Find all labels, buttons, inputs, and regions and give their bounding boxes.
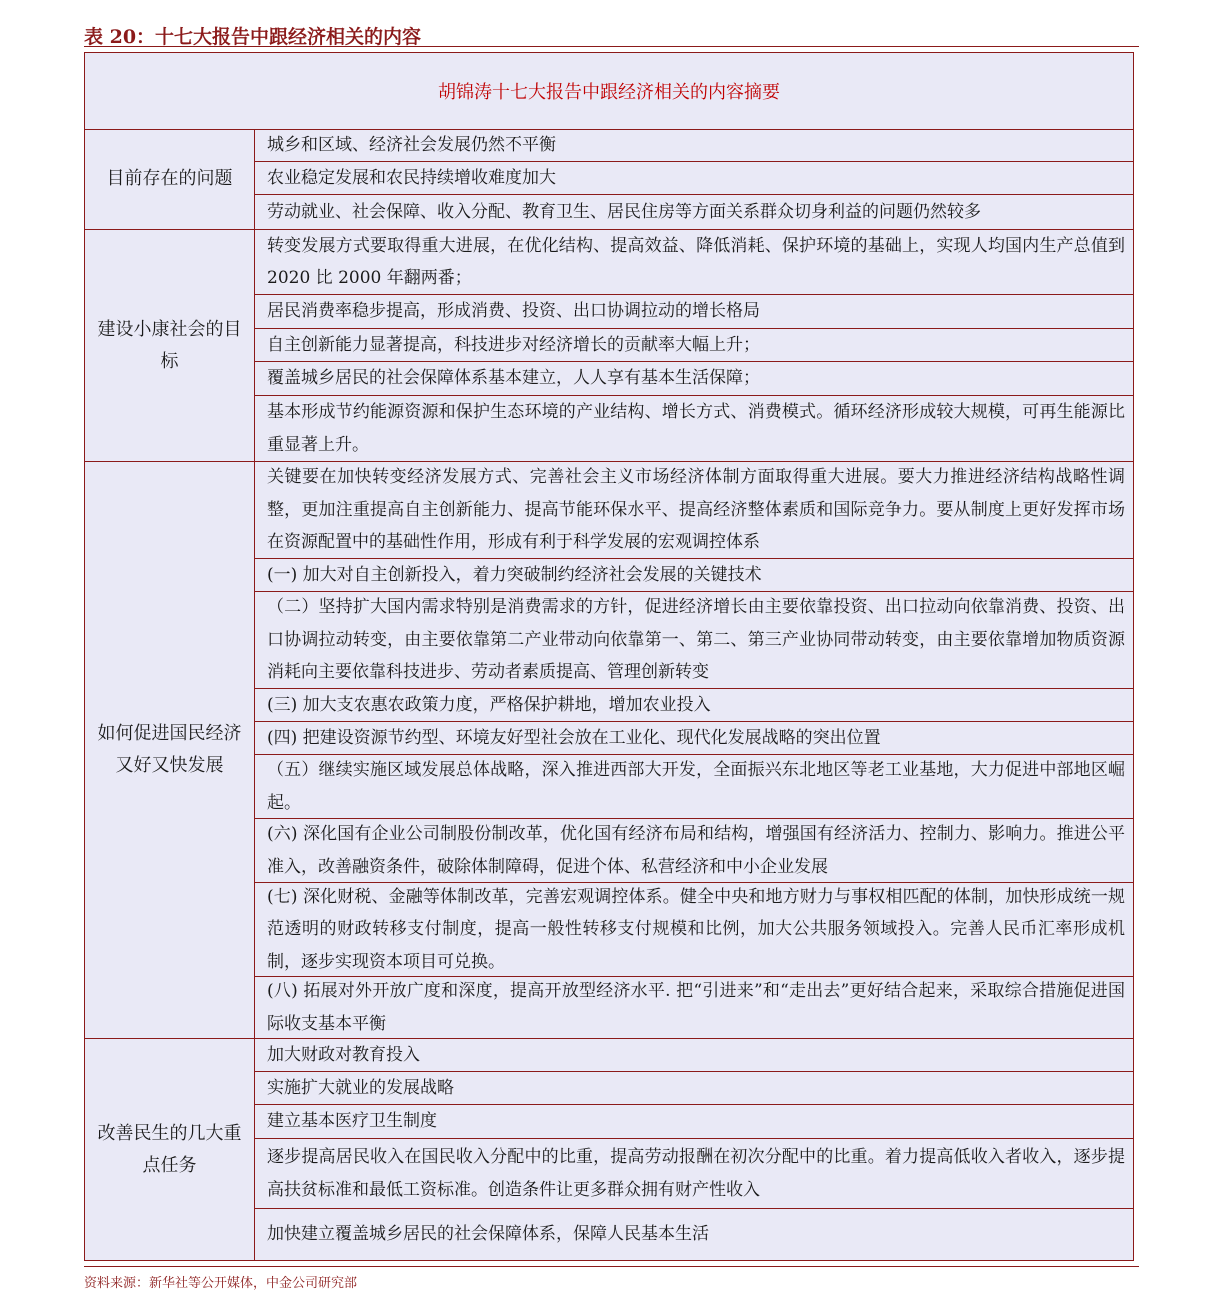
source-note: 资料来源：新华社等公开媒体，中金公司研究部	[84, 1276, 358, 1291]
table-cell: (七) 深化财税、金融等体制改革，完善宏观调控体系。健全中央和地方财力与事权相匹配的体制，加快形成统一规范透明的财政转移支付制度，提高一般性转移支付规模和比例，加大公共服务领域投入。完善人民币汇率形成机制，逐步实现资本项目可兑换。	[255, 883, 1133, 977]
table-cell: 城乡和区域、经济社会发展仍然不平衡	[255, 129, 1133, 162]
table-cell: 实施扩大就业的发展战略	[255, 1072, 1133, 1105]
table-cell: 转变发展方式要取得重大进展，在优化结构、提高效益、降低消耗、保护环境的基础上，实现人均国内生产总值到 2020 比 2000 年翻两番；	[255, 230, 1133, 295]
table-cell: （二）坚持扩大国内需求特别是消费需求的方针，促进经济增长由主要依靠投资、出口拉动向依靠消费、投资、出口协调拉动转变，由主要依靠第二产业带动向依靠第一、第二、第三产业协同带动转变，由主要依靠增加物质资源消耗向主要依靠科技进步、劳动者素质提高、管理创新转变	[255, 592, 1133, 689]
table-cell: 加快建立覆盖城乡居民的社会保障体系，保障人民基本生活	[267, 1224, 709, 1245]
table-cell: 农业稳定发展和农民持续增收难度加大	[255, 162, 1133, 195]
table-cell: 加大财政对教育投入	[255, 1039, 1133, 1072]
table-cell: (一) 加大对自主创新投入，着力突破制约经济社会发展的关键技术	[255, 559, 1133, 592]
caption-divider	[84, 46, 1139, 47]
table-cell: 自主创新能力显著提高，科技进步对经济增长的贡献率大幅上升；	[255, 329, 1133, 362]
table-caption: 表 20：十七大报告中跟经济相关的内容	[84, 26, 422, 48]
table-header: 胡锦涛十七大报告中跟经济相关的内容摘要	[85, 53, 1133, 130]
table-cell: 逐步提高居民收入在国民收入分配中的比重，提高劳动报酬在初次分配中的比重。着力提高低收入者收入，逐步提高扶贫标准和最低工资标准。创造条件让更多群众拥有财产性收入	[255, 1139, 1133, 1209]
table-cell: 基本形成节约能源资源和保护生态环境的产业结构、增长方式、消费模式。循环经济形成较大规模，可再生能源比重显著上升。	[255, 396, 1133, 462]
footer-divider	[84, 1266, 1139, 1267]
row-label-livelihood-tasks: 改善民生的几大重点任务	[85, 1039, 255, 1260]
table-cell: 居民消费率稳步提高，形成消费、投资、出口协调拉动的增长格局	[255, 295, 1133, 329]
table-cell: (三) 加大支农惠农政策力度，严格保护耕地，增加农业投入	[255, 689, 1133, 722]
table-cell: (六) 深化国有企业公司制股份制改革，优化国有经济布局和结构，增强国有经济活力、控制力、影响力。推进公平准入，改善融资条件，破除体制障碍，促进个体、私营经济和中小企业发展	[255, 819, 1133, 883]
table-cell: 关键要在加快转变经济发展方式、完善社会主义市场经济体制方面取得重大进展。要大力推进经济结构战略性调整，更加注重提高自主创新能力、提高节能环保水平、提高经济整体素质和国际竞争力。要从制度上更好发挥市场在资源配置中的基础性作用，形成有利于科学发展的宏观调控体系	[255, 462, 1133, 559]
table-cell: (八) 拓展对外开放广度和深度，提高开放型经济水平. 把“引进来”和“走出去”更好结合起来，采取综合措施促进国际收支基本平衡	[255, 977, 1133, 1039]
content-table	[84, 52, 1134, 1261]
table-cell: 覆盖城乡居民的社会保障体系基本建立，人人享有基本生活保障；	[255, 362, 1133, 396]
table-cell: （五）继续实施区域发展总体战略，深入推进西部大开发，全面振兴东北地区等老工业基地，大力促进中部地区崛起。	[255, 755, 1133, 819]
row-label-economic-development: 如何促进国民经济又好又快发展	[85, 462, 255, 1039]
table-cell: 建立基本医疗卫生制度	[255, 1105, 1133, 1139]
table-cell: (四) 把建设资源节约型、环境友好型社会放在工业化、现代化发展战略的突出位置	[255, 722, 1133, 755]
table-cell: 劳动就业、社会保障、收入分配、教育卫生、居民住房等方面关系群众切身利益的问题仍然较多	[255, 195, 1133, 230]
row-label-xiaokang-goals: 建设小康社会的目标	[85, 230, 255, 462]
row-label-current-problems: 目前存在的问题	[85, 129, 255, 230]
